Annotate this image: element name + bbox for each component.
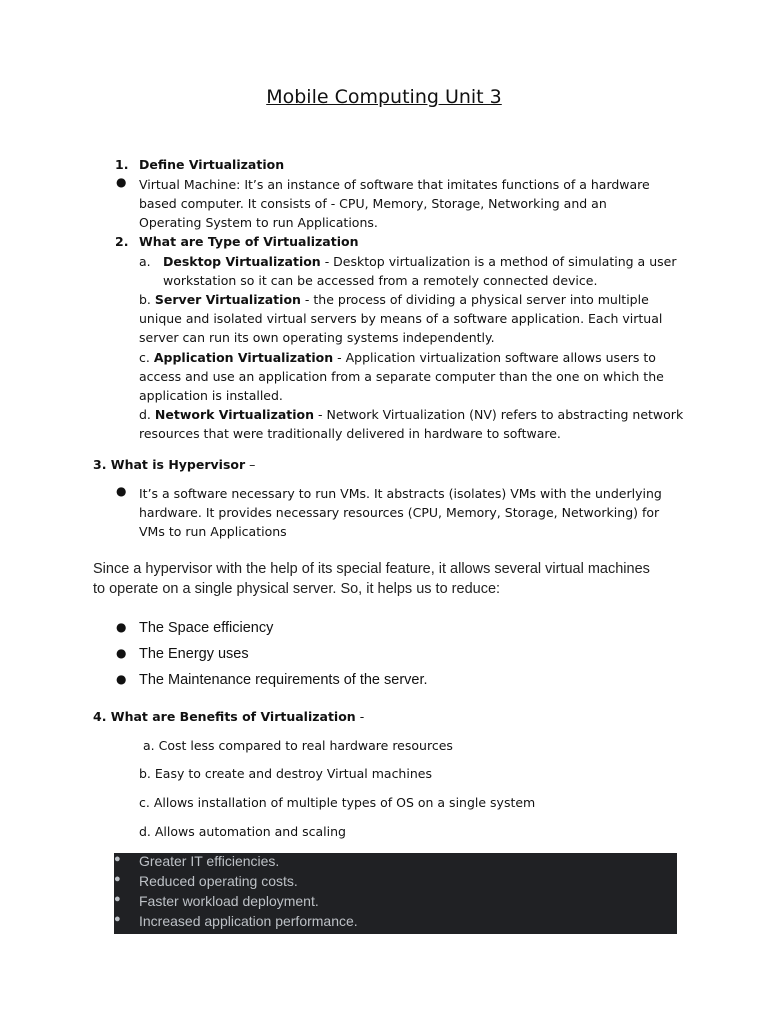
q2c-line-2: access and use an application from a separate computer than the one on which the — [139, 369, 664, 384]
q2d-term: Network Virtualization — [154, 407, 315, 422]
bullet-icon: ● — [116, 484, 127, 498]
q1-heading: Define Virtualization — [139, 157, 285, 172]
q2a-marker: a. — [139, 254, 151, 269]
page-title: Mobile Computing Unit 3 — [266, 86, 502, 108]
q2d-desc: - Network Virtualization (NV) refers to abstracting network — [314, 407, 684, 422]
q2-number: 2. — [115, 234, 129, 249]
q1-bullet-line-1: Virtual Machine: It’s an instance of software that imitates functions of a hardware — [139, 177, 650, 192]
q1-bullet-line-3: Operating System to run Applications. — [139, 215, 378, 230]
q2b-line-3: server can run its own operating systems independently. — [139, 330, 495, 345]
q2c-line-1 — [139, 348, 656, 367]
q2d-line-2: resources that were traditionally delivered in hardware to software. — [139, 426, 561, 441]
bullet-icon: ● — [114, 873, 121, 885]
q4-item-d: d. Allows automation and scaling — [139, 824, 346, 839]
q2b-line-2: unique and isolated virtual servers by means of a software application. Each virtual — [139, 311, 663, 326]
q3-para-line-2: to operate on a single physical server. So, it helps us to reduce: — [93, 581, 501, 597]
q4-item-a: a. Cost less compared to real hardware resources — [143, 738, 453, 753]
bullet-icon: ● — [116, 646, 127, 660]
reduce-item-3: The Maintenance requirements of the server. — [139, 672, 428, 688]
q2a-desc: - Desktop virtualization is a method of simulating a user — [320, 254, 677, 269]
q2-heading: What are Type of Virtualization — [139, 234, 359, 249]
q1-number: 1. — [115, 157, 129, 172]
dark-list-item-text: Greater IT efficiencies. — [139, 853, 280, 869]
q2b-marker: b. — [139, 292, 151, 307]
q4-item-c: c. Allows installation of multiple types of OS on a single system — [139, 795, 536, 810]
q3-bullet-line-3: VMs to run Applications — [139, 524, 287, 539]
q3-heading-line — [93, 455, 255, 474]
reduce-item-2: The Energy uses — [139, 646, 249, 662]
bullet-icon: ● — [114, 893, 121, 905]
dark-benefits-box — [114, 853, 677, 934]
q2d-marker: d. — [139, 407, 151, 422]
q4-item-b: b. Easy to create and destroy Virtual machines — [139, 766, 432, 781]
q2b-desc: - the process of dividing a physical server into multiple — [300, 292, 649, 307]
q1-bullet-line-2: based computer. It consists of - CPU, Memory, Storage, Networking and an — [139, 196, 607, 211]
q4-dash: - — [355, 709, 365, 724]
reduce-item-1: The Space efficiency — [139, 620, 274, 636]
dark-list-item-text: Reduced operating costs. — [139, 873, 298, 889]
q2c-desc: - Application virtualization software allows users to — [333, 350, 656, 365]
q3-para-line-1: Since a hypervisor with the help of its special feature, it allows several virtual machines — [93, 561, 650, 577]
q2c-term: Application Virtualization — [153, 350, 334, 365]
bullet-icon: ● — [114, 913, 121, 925]
q2b-line-1 — [139, 290, 649, 309]
q2a-line-1 — [163, 252, 676, 271]
q2c-line-3: application is installed. — [139, 388, 283, 403]
q2a-line-2: workstation so it can be accessed from a remotely connected device. — [163, 273, 598, 288]
dark-list-item-text: Increased application performance. — [139, 913, 358, 929]
dark-list-item-text: Faster workload deployment. — [139, 893, 319, 909]
bullet-icon: ● — [116, 175, 127, 189]
q4-heading: 4. What are Benefits of Virtualization — [93, 709, 356, 724]
bullet-icon: ● — [114, 853, 121, 865]
q4-heading-line — [93, 707, 364, 726]
q2a-term: Desktop Virtualization — [163, 254, 321, 269]
q3-bullet-line-1: It’s a software necessary to run VMs. It abstracts (isolates) VMs with the underlying — [139, 486, 662, 501]
q3-bullet-line-2: hardware. It provides necessary resources (CPU, Memory, Storage, Networking) for — [139, 505, 660, 520]
q2d-line-1 — [139, 405, 683, 424]
bullet-icon: ● — [116, 672, 127, 686]
q2c-marker: c. — [139, 350, 150, 365]
q3-dash: – — [245, 457, 256, 472]
q3-heading: 3. What is Hypervisor — [93, 457, 246, 472]
bullet-icon: ● — [116, 620, 127, 634]
q2b-term: Server Virtualization — [154, 292, 301, 307]
